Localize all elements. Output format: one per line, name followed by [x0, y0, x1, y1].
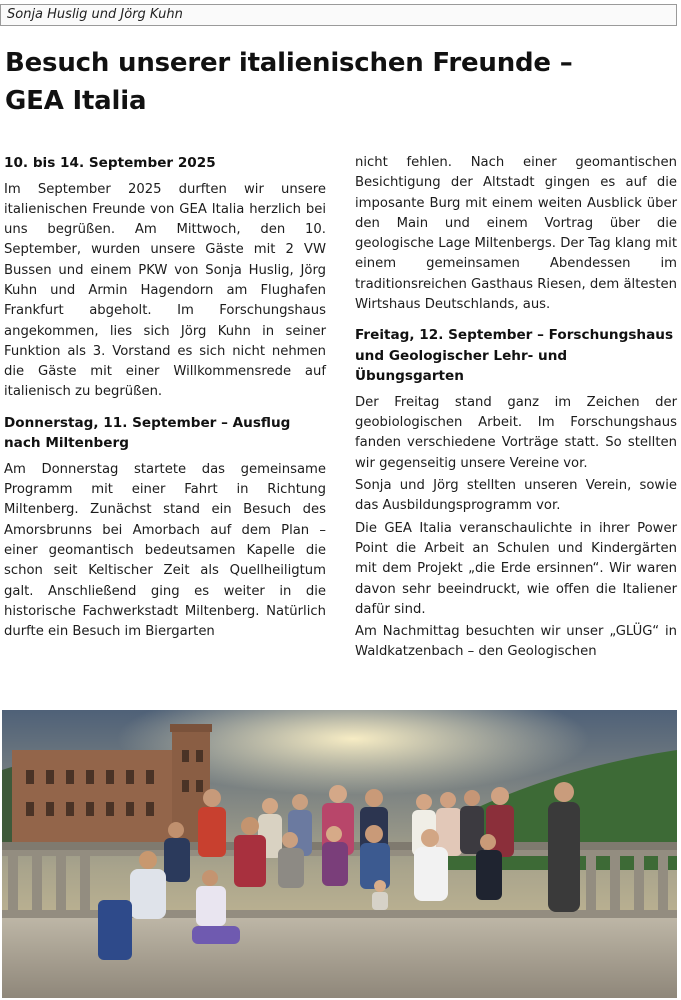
section-heading-thursday: Donnerstag, 11. September – Ausflug nach Miltenberg — [4, 414, 291, 452]
article-title — [5, 44, 665, 120]
friday-paragraph-4: Am Nachmittag besuchten wir unser „GLÜG“ in Waldkatzenbach – den Geologischen — [355, 624, 677, 660]
friday-paragraph-3: Die GEA Italia veranschaulichte in ihrer Power Point die Arbeit an Schulen und Kindergärten mit dem Projekt „die Erde ersinnen“. Wir waren davon sehr beeindruckt, wie offen die Italiener dafür sind. — [355, 520, 677, 617]
section-text-thursday: Am Donnerstag startete das gemeinsame Programm mit einer Fahrt in Richtung Miltenberg. Zunächst stand ein Besuch des Amorsbrunns bei Amorbach auf dem Plan – einer geomantisch bedeutsamen Kapelle die schon seit Keltischer Zeit als Quellheiligtum galt. Anschließend ging es weiter in die historische Fachwerkstadt Miltenberg. Natürlich durfte ein Besuch im Biergarten — [4, 461, 326, 640]
friday-paragraph-1: Der Freitag stand ganz im Zeichen der geobiologischen Arbeit. Im Forschungshaus fanden verschiedene Vorträge statt. So stellten wir gegenseitig unsere Vereine vor. — [355, 394, 677, 471]
group-photo-illustration — [2, 710, 677, 998]
left-column — [4, 153, 326, 644]
authors: Sonja Huslig und Jörg Kuhn — [7, 7, 183, 22]
group-photo — [2, 710, 677, 998]
section-text-thursday-continued: nicht fehlen. Nach einer geomantischen Besichtigung der Altstadt gingen es auf die imposante Burg mit einem weiten Ausblick über den Main und einem Vortrag über die geologische Lage Miltenbergs. Der Tag klang mit einem gemeinsamen Abendessen im traditionsreichen Gasthaus Riesen, dem ältesten Wirtshaus Deutschlands, aus. — [355, 155, 677, 313]
friday-paragraph-2: Sonja und Jörg stellten unseren Verein, sowie das Ausbildungsprogramm vor. — [355, 478, 677, 514]
section-heading-date: 10. bis 14. September 2025 — [4, 155, 216, 171]
right-column — [355, 153, 677, 665]
section-heading-friday: Freitag, 12. September – Forschungshaus und Geologischer Lehr- und Übungsgarten — [355, 327, 674, 385]
section-text-arrival: Im September 2025 durften wir unsere italienischen Freunde von GEA Italia herzlich bei uns begrüßen. Am Mittwoch, den 10. September, wurden unsere Gäste mit 2 VW Bussen und einem PKW von Sonja Huslig, Jörg Kuhn und Armin Hagendorn am Flughafen Frankfurt abgeholt. Im Forschungshaus angekommen, lies sich Jörg Kuhn in seiner Funktion als 3. Vorstand es sich nicht nehmen die Gäste mit einer Willkommensrede auf italienisch zu begrüßen. — [4, 181, 326, 400]
article-title-line-1: Besuch unserer italienischen Freunde – — [5, 48, 573, 78]
authors-bar — [0, 4, 677, 26]
article-title-line-2: GEA Italia — [5, 86, 147, 116]
